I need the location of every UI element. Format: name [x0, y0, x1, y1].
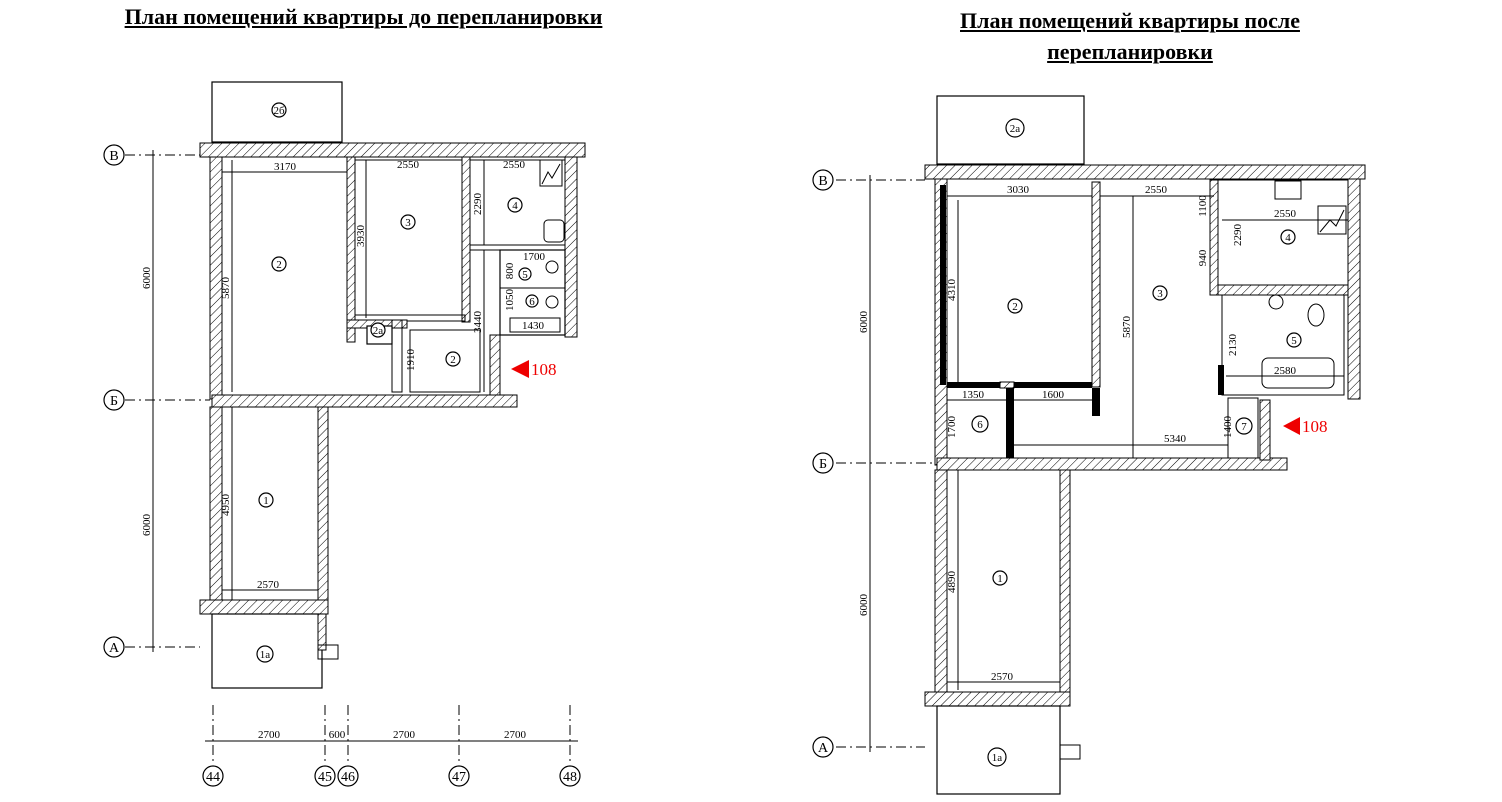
svg-text:7: 7: [1241, 421, 1247, 433]
svg-text:2580: 2580: [1274, 365, 1296, 377]
right-plan: [813, 96, 1365, 794]
svg-text:1а: 1а: [991, 752, 1003, 764]
partition-3-4: [462, 157, 470, 322]
svg-text:2550: 2550: [1274, 208, 1296, 220]
top-wall: [200, 143, 585, 157]
dim-v6000b: 6000: [141, 514, 153, 536]
svg-text:5870: 5870: [1121, 316, 1133, 338]
svg-text:108: 108: [1302, 417, 1328, 436]
bottom-wall: [925, 692, 1070, 706]
svg-text:1350: 1350: [962, 389, 984, 401]
svg-text:5870: 5870: [220, 277, 232, 299]
svg-text:2570: 2570: [257, 579, 279, 591]
svg-text:2130: 2130: [1227, 334, 1239, 356]
svg-text:2б: 2б: [273, 105, 285, 117]
right-axis-V: В: [818, 174, 828, 189]
svg-text:2: 2: [276, 259, 282, 271]
svg-text:1100: 1100: [1197, 195, 1209, 217]
right-marker-108: [1283, 417, 1328, 436]
svg-text:1400: 1400: [1222, 416, 1234, 438]
dim-b2700c: 2700: [504, 729, 526, 741]
top-wall: [925, 165, 1365, 179]
svg-text:1050: 1050: [504, 289, 516, 311]
svg-text:6000: 6000: [858, 594, 870, 616]
svg-text:1а: 1а: [259, 649, 271, 661]
axis-44: 44: [206, 770, 220, 785]
svg-text:5: 5: [522, 269, 528, 281]
middle-wall: [937, 458, 1287, 470]
svg-text:6000: 6000: [858, 311, 870, 333]
dim-b2700b: 2700: [393, 729, 415, 741]
middle-wall: [212, 395, 517, 407]
right-axis-A: А: [817, 741, 829, 756]
svg-text:2: 2: [450, 354, 456, 366]
right-wall-lower: [1060, 470, 1070, 695]
svg-text:5340: 5340: [1164, 433, 1186, 445]
svg-text:2290: 2290: [472, 193, 484, 215]
svg-text:800: 800: [504, 262, 516, 280]
right-plan-title: План помещений квартиры после перепланировки: [960, 8, 1300, 64]
left-plan-title: План помещений квартиры до перепланировки: [124, 4, 603, 29]
svg-text:1910: 1910: [405, 349, 417, 371]
bottom-wall: [200, 600, 328, 614]
svg-text:5: 5: [1291, 335, 1297, 347]
svg-text:3030: 3030: [1007, 184, 1029, 196]
svg-text:108: 108: [531, 360, 557, 379]
svg-text:4890: 4890: [946, 571, 958, 593]
svg-text:2290: 2290: [1232, 224, 1244, 246]
svg-text:2550: 2550: [503, 159, 525, 171]
right-wall-upper: [565, 157, 577, 337]
svg-text:1700: 1700: [523, 251, 545, 263]
left-marker-108: [511, 360, 557, 379]
svg-text:6: 6: [977, 419, 983, 431]
svg-text:2550: 2550: [397, 159, 419, 171]
svg-text:1600: 1600: [1042, 389, 1064, 401]
right-axis-rows: [813, 170, 935, 757]
svg-text:4950: 4950: [220, 494, 232, 516]
left-axis-B: Б: [109, 394, 119, 409]
svg-text:2а: 2а: [1009, 123, 1021, 135]
left-axis-rows: [104, 145, 210, 657]
left-plan: [104, 82, 585, 786]
axis-47: 47: [452, 770, 466, 785]
svg-text:3170: 3170: [274, 161, 296, 173]
right-wall-lower: [318, 407, 328, 607]
svg-text:2а: 2а: [372, 325, 384, 337]
axis-48: 48: [563, 770, 577, 785]
svg-text:3: 3: [1157, 288, 1163, 300]
svg-text:2570: 2570: [991, 671, 1013, 683]
svg-text:940: 940: [1197, 249, 1209, 267]
svg-text:4310: 4310: [946, 279, 958, 301]
svg-text:4: 4: [1285, 232, 1291, 244]
svg-text:3440: 3440: [472, 311, 484, 333]
left-axis-A: А: [108, 641, 120, 656]
svg-text:1430: 1430: [522, 320, 544, 332]
left-axis-cols: [203, 705, 580, 786]
dim-b600: 600: [328, 729, 346, 741]
axis-46: 46: [341, 770, 355, 785]
svg-text:2: 2: [1012, 301, 1018, 313]
left-axis-V: В: [109, 149, 119, 164]
right-axis-B: Б: [818, 457, 828, 472]
svg-text:6: 6: [529, 296, 535, 308]
svg-text:4: 4: [512, 200, 518, 212]
svg-text:1: 1: [263, 495, 269, 507]
right-wall-upper: [1348, 179, 1360, 399]
svg-text:2550: 2550: [1145, 184, 1167, 196]
svg-text:3: 3: [405, 217, 411, 229]
axis-45: 45: [318, 770, 332, 785]
svg-text:1: 1: [997, 573, 1003, 585]
svg-text:3930: 3930: [355, 225, 367, 247]
dim-v6000a: 6000: [141, 267, 153, 289]
svg-text:1700: 1700: [946, 416, 958, 438]
partition-2-3: [347, 157, 355, 342]
dim-b2700a: 2700: [258, 729, 280, 741]
right-room-labels: [972, 119, 1301, 766]
